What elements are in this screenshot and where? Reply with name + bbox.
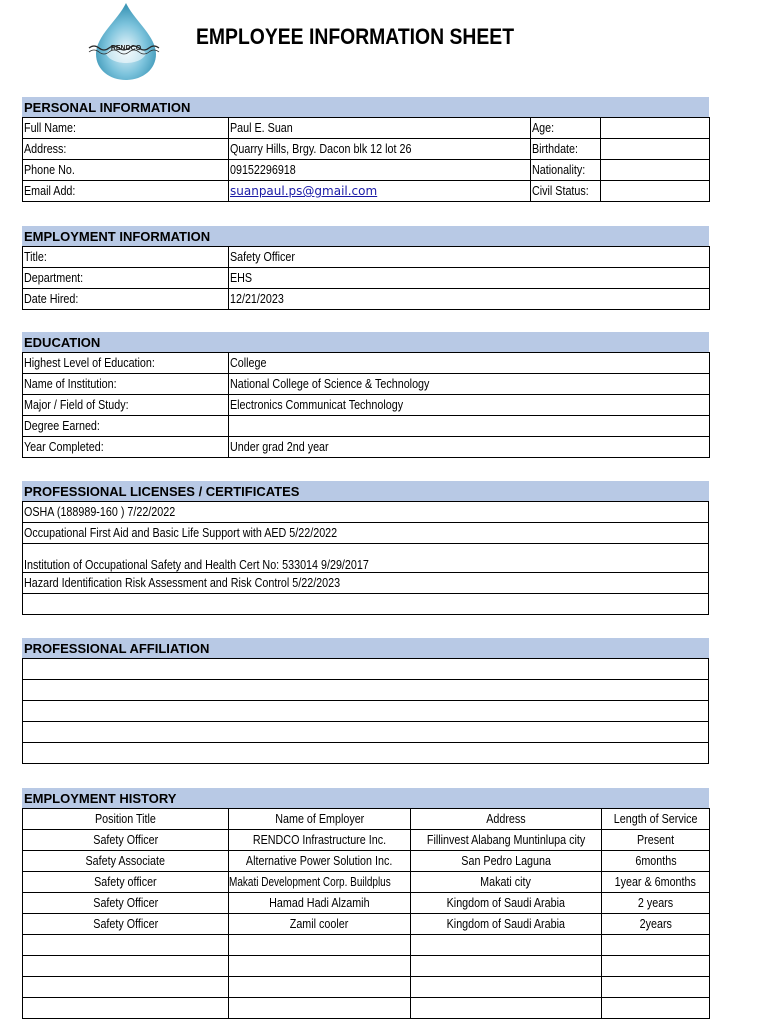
- section-header: EDUCATION: [22, 332, 709, 352]
- email-link[interactable]: suanpaul.ps@gmail.com: [230, 184, 378, 198]
- affiliation-section: [22, 638, 709, 764]
- license-row[interactable]: [23, 594, 709, 615]
- table-row[interactable]: Safety Officer RENDCO Infrastructure Inc. Fillinvest Alabang Muntinlupa city Present: [23, 830, 710, 851]
- field-label: Birthdate:: [531, 139, 601, 160]
- column-header: Position Title: [23, 809, 229, 830]
- company-logo: [88, 2, 164, 82]
- table-row[interactable]: [23, 956, 710, 977]
- year-completed-value[interactable]: Under grad 2nd year: [229, 437, 710, 458]
- table-row[interactable]: [23, 998, 710, 1019]
- table-row[interactable]: Safety Officer Zamil cooler Kingdom of Saudi Arabia 2years: [23, 914, 710, 935]
- nationality-value[interactable]: [601, 160, 710, 181]
- employment-information-section: [22, 226, 709, 310]
- field-label: Email Add:: [23, 181, 229, 202]
- affiliation-row[interactable]: [23, 680, 709, 701]
- education-level-value[interactable]: College: [229, 353, 710, 374]
- field-label: Year Completed:: [23, 437, 229, 458]
- field-label: Name of Institution:: [23, 374, 229, 395]
- field-label: Civil Status:: [531, 181, 601, 202]
- section-header: EMPLOYMENT HISTORY: [22, 788, 709, 808]
- email-value[interactable]: [229, 181, 531, 202]
- field-label: Major / Field of Study:: [23, 395, 229, 416]
- field-label: Department:: [23, 268, 229, 289]
- phone-value[interactable]: 09152296918: [229, 160, 531, 181]
- column-header: Length of Service: [602, 809, 710, 830]
- license-row[interactable]: Institution of Occupational Safety and Health Cert No: 533014 9/29/2017: [23, 544, 709, 573]
- license-row[interactable]: Occupational First Aid and Basic Life Support with AED 5/22/2022: [23, 523, 709, 544]
- licenses-section: [22, 481, 709, 615]
- affiliation-row[interactable]: [23, 743, 709, 764]
- column-header: Name of Employer: [229, 809, 411, 830]
- page-title: EMPLOYEE INFORMATION SHEET: [196, 24, 515, 49]
- affiliation-row[interactable]: [23, 659, 709, 680]
- field-label: Title:: [23, 247, 229, 268]
- section-header: PERSONAL INFORMATION: [22, 97, 709, 117]
- employment-history-table: [22, 808, 710, 1019]
- svg-text:RENDCO: RENDCO: [110, 45, 142, 52]
- section-header: EMPLOYMENT INFORMATION: [22, 226, 709, 246]
- license-row[interactable]: Hazard Identification Risk Assessment and Risk Control 5/22/2023: [23, 573, 709, 594]
- personal-information-section: [22, 97, 709, 202]
- license-row[interactable]: OSHA (188989-160 ) 7/22/2022: [23, 502, 709, 523]
- institution-value[interactable]: National College of Science & Technology: [229, 374, 710, 395]
- affiliation-row[interactable]: [23, 701, 709, 722]
- date-hired-value[interactable]: 12/21/2023: [229, 289, 710, 310]
- address-value[interactable]: Quarry Hills, Brgy. Dacon blk 12 lot 26: [229, 139, 531, 160]
- full-name-value[interactable]: Paul E. Suan: [229, 118, 531, 139]
- major-value[interactable]: Electronics Communicat Technology: [229, 395, 710, 416]
- field-label: Phone No.: [23, 160, 229, 181]
- table-row[interactable]: Safety officer Makati Development Corp. Buildplus Makati city 1year & 6months: [23, 872, 710, 893]
- table-row[interactable]: [23, 935, 710, 956]
- degree-value[interactable]: [229, 416, 710, 437]
- table-header-row: [23, 809, 710, 830]
- education-section: [22, 332, 709, 458]
- field-label: Address:: [23, 139, 229, 160]
- table-row[interactable]: Safety Officer Hamad Hadi Alzamih Kingdom of Saudi Arabia 2 years: [23, 893, 710, 914]
- field-label: Degree Earned:: [23, 416, 229, 437]
- section-header: PROFESSIONAL LICENSES / CERTIFICATES: [22, 481, 709, 501]
- field-label: Nationality:: [531, 160, 601, 181]
- field-label: Full Name:: [23, 118, 229, 139]
- department-value[interactable]: EHS: [229, 268, 710, 289]
- affiliation-row[interactable]: [23, 722, 709, 743]
- table-row[interactable]: [23, 977, 710, 998]
- employment-history-section: [22, 788, 709, 1019]
- civil-status-value[interactable]: [601, 181, 710, 202]
- column-header: Address: [411, 809, 602, 830]
- field-label: Age:: [531, 118, 601, 139]
- job-title-value[interactable]: Safety Officer: [229, 247, 710, 268]
- field-label: Highest Level of Education:: [23, 353, 229, 374]
- age-value[interactable]: [601, 118, 710, 139]
- birthdate-value[interactable]: [601, 139, 710, 160]
- section-header: PROFESSIONAL AFFILIATION: [22, 638, 709, 658]
- table-row[interactable]: Safety Associate Alternative Power Solution Inc. San Pedro Laguna 6months: [23, 851, 710, 872]
- field-label: Date Hired:: [23, 289, 229, 310]
